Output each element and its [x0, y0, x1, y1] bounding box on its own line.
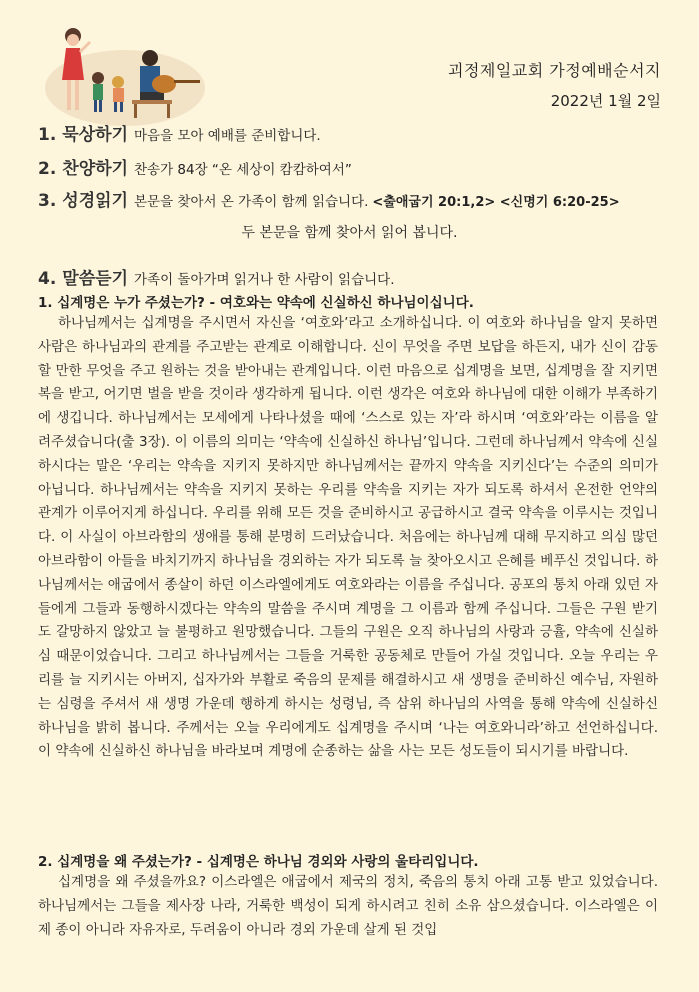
step-meditation	[38, 120, 321, 145]
step-text: 가족이 돌아가며 읽거나 한 사람이 읽습니다.	[134, 272, 395, 288]
step-heading: 묵상하기	[62, 125, 128, 145]
step-number: 1.	[38, 125, 57, 145]
section-2-body: 십계명을 왜 주셨을까요? 이스라엘은 애굽에서 제국의 정치, 죽음의 통치 아래 고통 받고 있었습니다. 하나님께서는 그들을 제사장 나라, 거룩한 백성이 되게 하시려고 친히 소유 삼으셨습니다. 이스라엘은 이제 종이 아니라 자유자로, 두려움이 아니라 경외 가운데 살게 된 것입	[38, 874, 658, 938]
section-2-title: 2. 십계명을 왜 주셨는가? - 십계명은 하나님 경외와 사랑의 울타리입니다.	[38, 854, 479, 870]
step-text: 찬송가 84장 “온 세상이 캄캄하여서”	[134, 162, 352, 178]
family-worship-illustration	[40, 18, 210, 128]
step-praise	[38, 154, 352, 179]
step-sermon	[38, 264, 395, 289]
step-text: 마음을 모아 예배를 준비합니다.	[134, 128, 321, 144]
read-together-note: 두 본문을 함께 찾아서 읽어 봅니다.	[241, 225, 458, 241]
step-number: 4.	[38, 269, 57, 289]
section-1-body: 하나님께서는 십계명을 주시면서 자신을 ‘여호와’라고 소개하십니다. 이 여호와 하나님을 알지 못하면 사람은 하나님과의 관계를 주고받는 관계로 이해합니다. 신이 무엇을 주면 보답을 하든지, 내가 신이 감동할 만한 무엇을 주고 원하는 것을 받아내는 관계입니다. 이런 마음으로 십계명을 보면, 십계명을 잘 지키면 복을 받고, 어기면 벌을 받을 것이라 생각하게 됩니다. 이런 생각은 여호와 하나님에 대한 이해가 부족하기에 생깁니다. 하나님께서는 모세에게 나타나셨을 때에 ‘스스로 있는 자’라 하시며 ‘여호와’라는 이름을 알려주셨습니다(출 3장). 이 이름의 의미는 ‘약속에 신실하신 하나님’입니다. 그런데 하나님께서 약속에 신실하시다는 말은 ‘우리는 약속을 지키지 못하지만 하나님께서는 끝까지 약속을 지키신다’는 수준의 의미가 아닙니다. 하나님께서는 약속을 지키지 못하는 우리를 약속을 지키는 자가 되도록 하셔서 온전한 언약의 관계가 이루어지게 하십니다. 우리를 위해 모든 것을 준비하시고 공급하시고 결국 약속을 이루시는 것입니다. 이 사실이 아브라함의 생애를 통해 분명히 드러났습니다. 처음에는 하나님께 대해 무지하고 의심 많던 아브라함이 아들을 바치기까지 하나님을 경외하는 자가 되도록 늘 찾아오시고 은혜를 베푸신 것입니다. 하나님께서는 애굽에서 종살이 하던 이스라엘에게도 여호와라는 이름을 주십니다. 공포의 통치 아래 있던 자들에게 그들과 동행하시겠다는 약속의 말씀을 주시며 계명을 그 이름과 함께 주십니다. 그들은 구원 받기도 갈망하지 않았고 늘 불평하고 원망했습니다. 그들의 구원은 오직 하나님의 사랑과 긍휼, 약속에 신실하심 때문이었습니다. 그리고 하나님께서는 그들을 거룩한 공동체로 만들어 가실 것입니다. 오늘 우리는 우리를 늘 지키시는 아버지, 십자가와 부활로 죽음의 문제를 해결하시고 새 생명을 준비하신 예수님, 자원하는 심령을 주셔서 새 생명 가운데 행하게 하시는 성령님, 즉 삼위 하나님의 사역을 통해 약속에 신실하신 하나님을 밝히 봅니다. 주께서는 오늘 우리에게도 십계명을 주시며 ‘나는 여호와니라’하고 선언하십니다. 이 약속에 신실하신 하나님을 바라보며 계명에 순종하는 삶을 사는 모든 성도들이 되시기를 바랍니다.	[38, 315, 658, 760]
page-title: 괴정제일교회 가정예배순서지	[447, 61, 661, 80]
step-heading: 말씀듣기	[62, 269, 128, 289]
step-heading: 성경읽기	[62, 191, 128, 211]
step-number: 2.	[38, 159, 57, 179]
scripture-references: <출애굽기 20:1,2> <신명기 6:20-25>	[372, 195, 620, 210]
step-number: 3.	[38, 191, 57, 211]
step-heading: 찬양하기	[62, 159, 128, 179]
step-scripture-reading	[38, 186, 620, 211]
step-text: 본문을 찾아서 온 가족이 함께 읽습니다.	[134, 194, 369, 210]
section-1-title: 1. 십계명은 누가 주셨는가? - 여호와는 약속에 신실하신 하나님이십니다.	[38, 295, 474, 311]
worship-date: 2022년 1월 2일	[550, 92, 661, 110]
